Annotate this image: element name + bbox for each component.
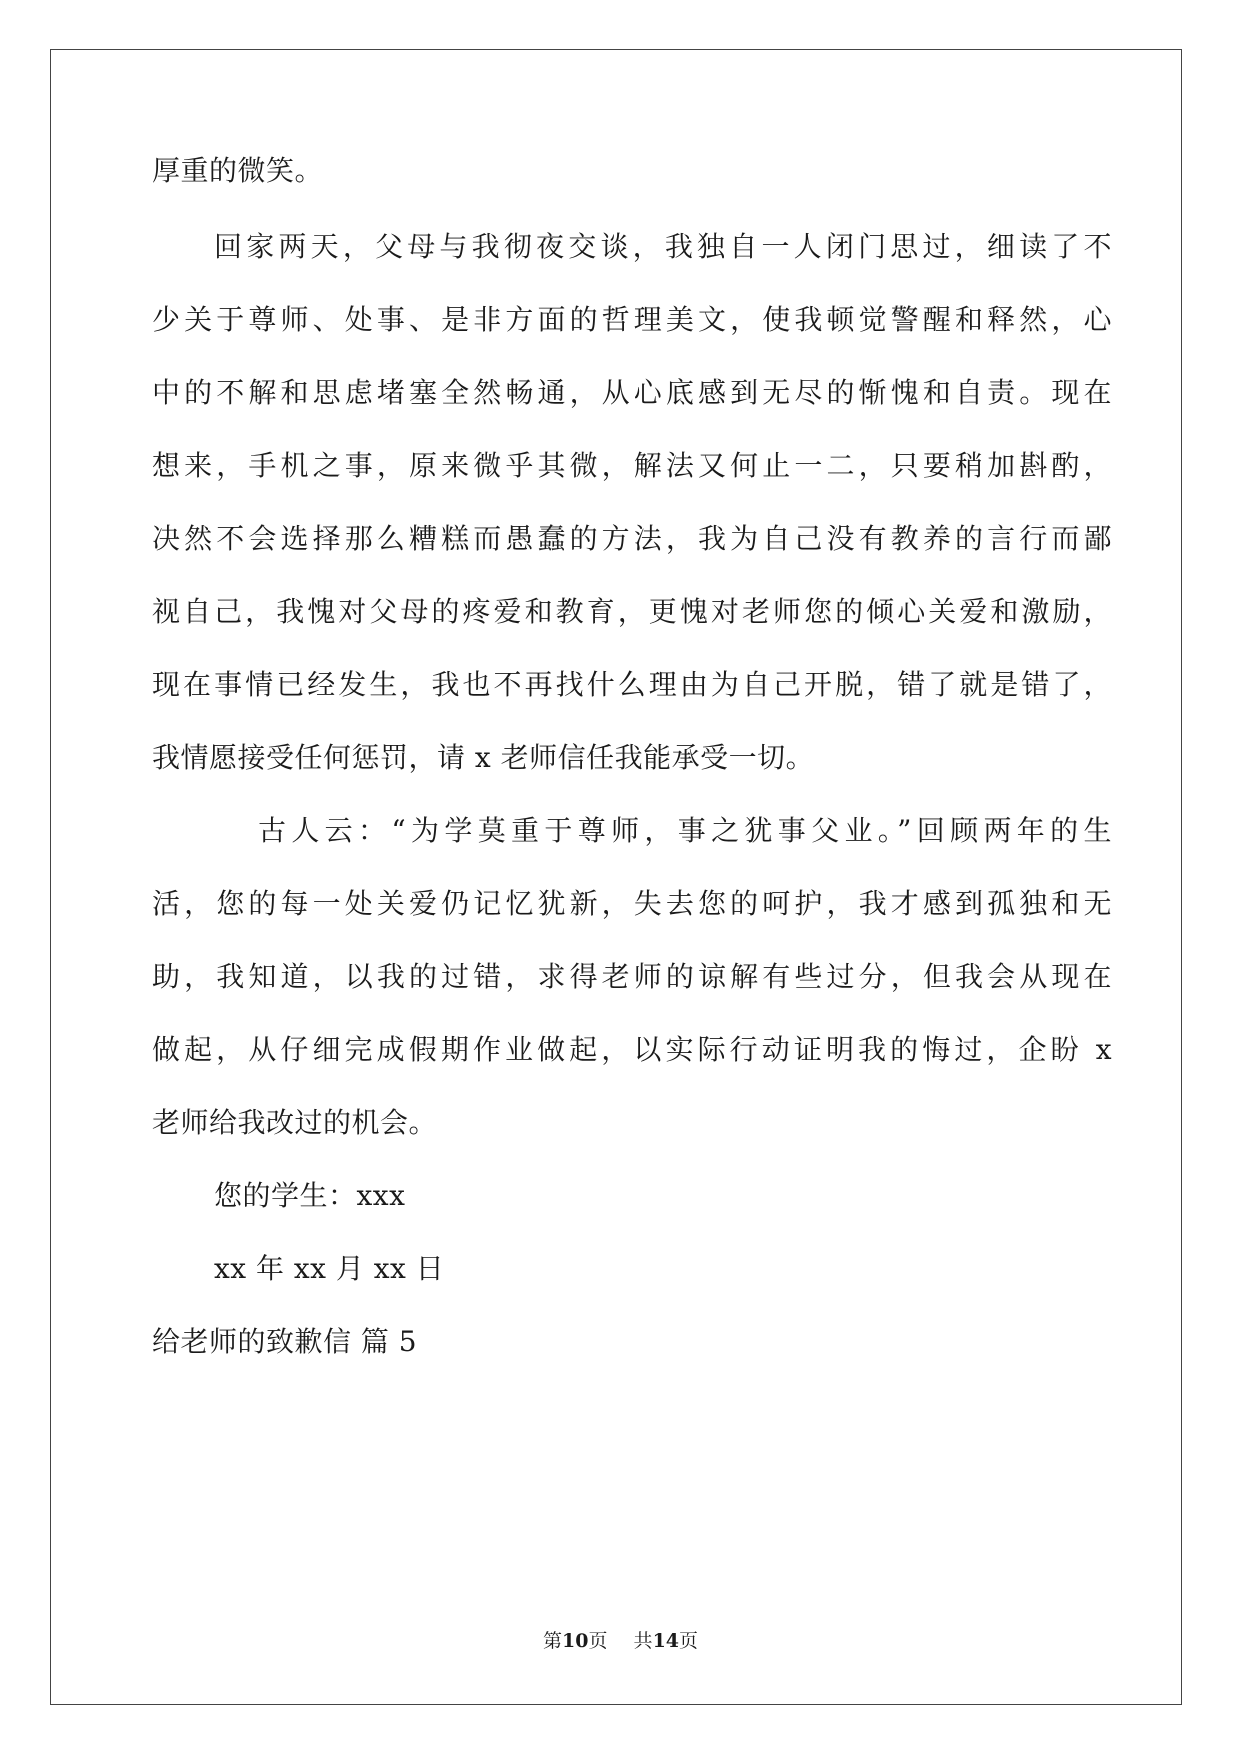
date-line: xx 年 xx 月 xx 日 xyxy=(214,1252,445,1285)
paragraph-line: 中的不解和思虑堵塞全然畅通，从心底感到无尽的惭愧和自责。现在 xyxy=(152,376,1112,409)
text-line: 厚重的微笑。 xyxy=(152,154,324,187)
paragraph-line: 活，您的每一处关爱仍记忆犹新，失去您的呵护，我才感到孤独和无 xyxy=(152,887,1112,920)
page-prefix: 第 xyxy=(542,1630,562,1652)
page-frame xyxy=(50,49,1182,1705)
signature-line: 您的学生：xxx xyxy=(214,1179,406,1212)
page-number: 10 xyxy=(561,1630,589,1652)
page-unit: 页 xyxy=(588,1630,608,1652)
paragraph-line: 少关于尊师、处事、是非方面的哲理美文，使我顿觉警醒和释然，心 xyxy=(152,303,1112,336)
total-pages: 14 xyxy=(652,1630,680,1652)
page-footer xyxy=(0,1629,1241,1653)
paragraph-line: 助，我知道，以我的过错，求得老师的谅解有些过分，但我会从现在 xyxy=(152,960,1112,993)
paragraph-line: 决然不会选择那么糟糕而愚蠢的方法，我为自己没有教养的言行而鄙 xyxy=(152,522,1112,555)
paragraph-line: 老师给我改过的机会。 xyxy=(152,1106,438,1139)
paragraph-line: 做起，从仔细完成假期作业做起，以实际行动证明我的悔过，企盼 x xyxy=(152,1033,1112,1066)
total-unit: 页 xyxy=(679,1630,699,1652)
paragraph-line: 回家两天，父母与我彻夜交谈，我独自一人闭门思过，细读了不 xyxy=(214,230,1112,263)
total-prefix: 共 xyxy=(633,1630,653,1652)
paragraph-line: 想来，手机之事，原来微乎其微，解法又何止一二，只要稍加斟酌， xyxy=(152,449,1112,482)
paragraph-line: 现在事情已经发生，我也不再找什么理由为自己开脱，错了就是错了， xyxy=(152,668,1112,701)
paragraph-line: 古人云：“为学莫重于尊师，事之犹事父业。”回顾两年的生 xyxy=(258,814,1112,847)
paragraph-line: 我情愿接受任何惩罚，请 x 老师信任我能承受一切。 xyxy=(152,741,815,774)
paragraph-line: 视自己，我愧对父母的疼爱和教育，更愧对老师您的倾心关爱和激励， xyxy=(152,595,1112,628)
section-heading: 给老师的致歉信 篇 5 xyxy=(152,1325,418,1358)
